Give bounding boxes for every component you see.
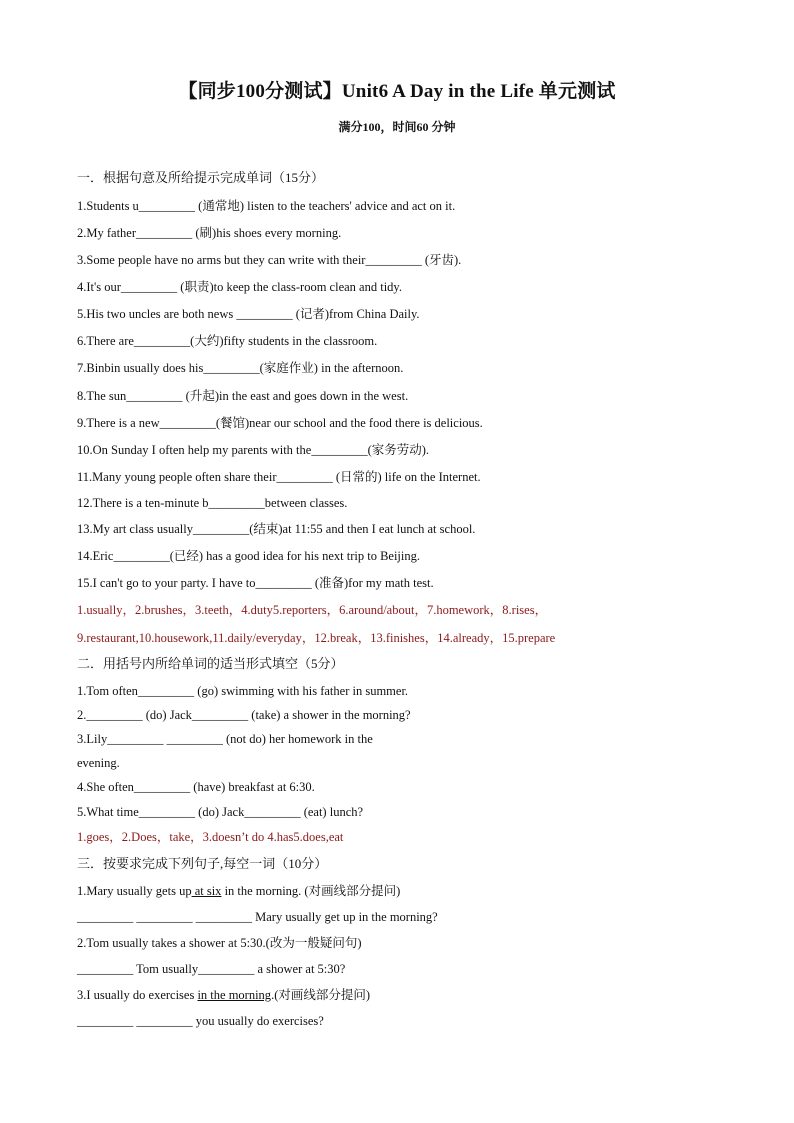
question-1-13: 13.My art class usually_________(结束)at 11:55 and then I eat lunch at school.: [77, 522, 476, 536]
question-3-2-answer-line: _________ Tom usually_________ a shower at 5:30?: [77, 962, 346, 976]
page-title: 【同步100分测试】Unit6 A Day in the Life 单元测试: [178, 81, 616, 102]
question-3-1: [77, 883, 400, 899]
question-2-4: 4.She often_________ (have) breakfast at 6:30.: [77, 780, 315, 794]
question-3-1-underlined: at six: [191, 884, 222, 898]
section-1-heading: 一．根据句意及所给提示完成单词（15分）: [77, 170, 325, 185]
question-3-3-answer-line: _________ _________ you usually do exercises?: [77, 1014, 324, 1028]
question-1-12: 12.There is a ten-minute b_________between classes.: [77, 496, 348, 510]
question-1-11: 11.Many young people often share their_________ (日常的) life on the Internet.: [77, 470, 481, 484]
question-1-3: 3.Some people have no arms but they can write with their_________ (牙齿).: [77, 253, 462, 267]
question-3-3: [77, 987, 370, 1003]
question-3-3-underlined: in the morning: [197, 988, 272, 1002]
page-subtitle: 满分100，时间60 分钟: [338, 120, 456, 134]
question-3-1-answer-line: _________ _________ _________ Mary usually get up in the morning?: [77, 910, 438, 924]
section-1-answers-line-1: 1.usually，2.brushes，3.teeth，4.duty5.reporters，6.around/about，7.homework，8.rises，: [77, 603, 548, 617]
question-1-10: 10.On Sunday I often help my parents with the_________(家务劳动).: [77, 443, 430, 457]
section-3-heading: 三．按要求完成下列句子,每空一词（10分）: [77, 856, 328, 871]
question-1-5: 5.His two uncles are both news _________ (记者)from China Daily.: [77, 307, 420, 321]
question-2-1: 1.Tom often_________ (go) swimming with his father in summer.: [77, 684, 409, 698]
question-3-1-text-end: in the morning. (对画线部分提问): [221, 884, 401, 898]
question-3-3-text-end: .(对画线部分提问): [271, 988, 371, 1002]
question-1-8: 8.The sun_________ (升起)in the east and goes down in the west.: [77, 389, 409, 403]
section-1-answers-line-2: 9.restaurant,10.housework,11.daily/everyday，12.break，13.finishes，14.already，15.prepare: [77, 631, 556, 645]
section-2-heading: 二．用括号内所给单词的适当形式填空（5分）: [77, 656, 344, 671]
question-2-3-continued: evening.: [77, 756, 120, 770]
question-3-1-text-start: 1.Mary usually gets up: [77, 884, 192, 898]
section-2-answers: 1.goes，2.Does，take，3.doesn’t do 4.has5.does,eat: [77, 830, 344, 844]
question-1-2: 2.My father_________ (刷)his shoes every morning.: [77, 226, 342, 240]
question-1-14: 14.Eric_________(已经) has a good idea for his next trip to Beijing.: [77, 549, 420, 563]
question-2-2: 2._________ (do) Jack_________ (take) a shower in the morning?: [77, 708, 411, 722]
question-1-4: 4.It's our_________ (职责)to keep the class-room clean and tidy.: [77, 280, 402, 294]
question-2-3: 3.Lily_________ _________ (not do) her homework in the: [77, 732, 373, 746]
question-1-9: 9.There is a new_________(餐馆)near our school and the food there is delicious.: [77, 416, 483, 430]
question-3-2: 2.Tom usually takes a shower at 5:30.(改为一般疑问句): [77, 936, 362, 950]
question-2-5: 5.What time_________ (do) Jack_________ (eat) lunch?: [77, 805, 364, 819]
question-1-6: 6.There are_________(大约)fifty students in the classroom.: [77, 334, 378, 348]
question-3-3-text-start: 3.I usually do exercises: [77, 988, 198, 1002]
question-1-15: 15.I can't go to your party. I have to_________ (准备)for my math test.: [77, 576, 434, 590]
question-1-1: 1.Students u_________ (通常地) listen to the teachers' advice and act on it.: [77, 199, 456, 213]
question-1-7: 7.Binbin usually does his_________(家庭作业) in the afternoon.: [77, 361, 404, 375]
